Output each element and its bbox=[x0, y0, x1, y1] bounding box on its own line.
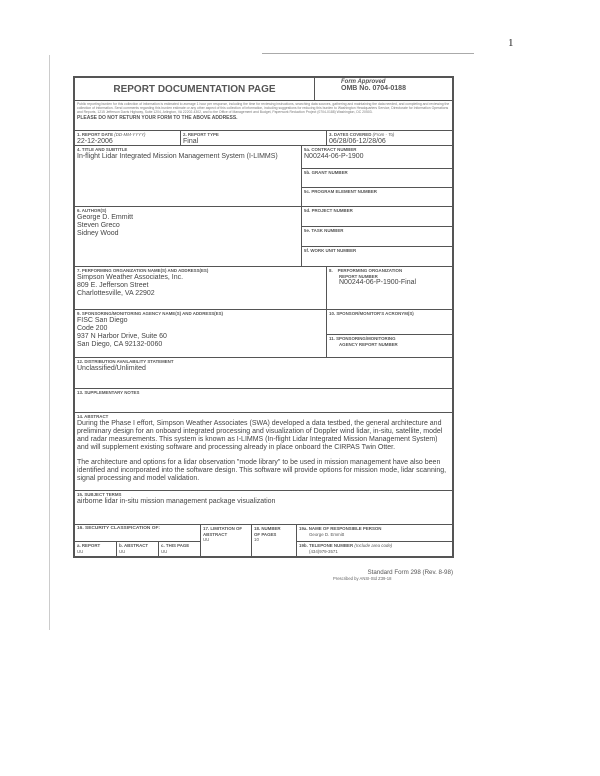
form-title-cell bbox=[73, 76, 315, 101]
f14-label: 14. ABSTRACT bbox=[77, 414, 109, 419]
f8-value: N00244-06-P-1900-Final bbox=[339, 279, 417, 286]
field-distribution bbox=[73, 357, 454, 389]
f3-label: 3. DATES COVERED bbox=[329, 132, 372, 137]
field-grant-number bbox=[301, 168, 454, 188]
f19b-value: (434)979-3571 bbox=[309, 548, 338, 554]
f3-value: 06/28/06-12/28/06 bbox=[329, 137, 386, 145]
f11-label2: AGENCY REPORT NUMBER bbox=[339, 341, 398, 347]
f5a-label: 5a. CONTRACT NUMBER bbox=[304, 147, 357, 152]
form-title: REPORT DOCUMENTATION PAGE bbox=[113, 84, 276, 95]
field-report-date bbox=[73, 130, 181, 146]
field-class-report bbox=[73, 541, 117, 558]
f8-label: PERFORMING ORGANIZATION bbox=[337, 268, 403, 273]
sf: Standard Form 298 (Rev. 8-98) bbox=[367, 569, 453, 576]
f1-value: 22-12-2006 bbox=[77, 137, 113, 145]
f19b-label: 19b. TELEPONE NUMBER bbox=[299, 543, 354, 548]
f8-label2: REPORT NUMBER bbox=[339, 273, 378, 279]
f5e-label: 5e. TASK NUMBER bbox=[304, 228, 344, 233]
f1-label: 1. REPORT DATE bbox=[77, 132, 114, 137]
f12-label: 12. DISTRIBUTION AVAILABILITY STATEMENT bbox=[77, 359, 174, 364]
f5f-label: 5f. WORK UNIT NUMBER bbox=[304, 248, 357, 253]
f5d-label: 5d. PROJECT NUMBER bbox=[304, 208, 353, 213]
standard-form-footer bbox=[300, 569, 453, 581]
f5a-value: N00244-06-P-1900 bbox=[304, 152, 364, 160]
left-margin-line bbox=[49, 55, 50, 630]
f5b-label: 5b. GRANT NUMBER bbox=[304, 170, 348, 175]
f4-value: In-flight Lidar Integrated Mission Management System (I-LIMMS) bbox=[77, 152, 278, 160]
f16b-label: b. ABSTRACT bbox=[119, 543, 149, 548]
f5c-label: 5c. PROGRAM ELEMENT NUMBER bbox=[304, 189, 377, 194]
field-supplementary-notes bbox=[73, 388, 454, 413]
do-not-return: PLEASE DO NOT RETURN YOUR FORM TO THE ABOVE ADDRESS. bbox=[77, 114, 238, 121]
f16a-value: UU bbox=[77, 548, 84, 554]
f9-value: FISC San Diego Code 200 937 N Harbor Drive, Suite 60 San Diego, CA 92132-0060 bbox=[77, 316, 167, 349]
field-sponsoring-agency bbox=[73, 309, 327, 358]
burden-statement bbox=[73, 100, 454, 131]
field-number-of-pages bbox=[251, 524, 297, 558]
field-work-unit-number bbox=[301, 246, 454, 267]
f15-label: 15. SUBJECT TERMS bbox=[77, 492, 122, 497]
f8-label-num: 8. bbox=[329, 268, 333, 273]
field-performing-report-number bbox=[326, 266, 454, 310]
f19a-value: George D. Emmitt bbox=[309, 531, 345, 537]
field-title bbox=[73, 145, 302, 207]
f4-label: 4. TITLE AND SUBTITLE bbox=[77, 147, 128, 152]
prescribed: Prescribed by ANSI-Std Z39-18 bbox=[333, 576, 392, 581]
field-class-abstract bbox=[116, 541, 159, 558]
field-sponsor-acronym bbox=[326, 309, 454, 335]
f11-label: 11. SPONSORING/MONITORING bbox=[329, 336, 396, 341]
field-sponsor-report-number bbox=[326, 334, 454, 358]
omb-cell bbox=[314, 76, 454, 101]
f12-value: Unclassified/Unlimited bbox=[77, 364, 146, 372]
f19b-hint: (Include area code) bbox=[354, 543, 393, 548]
f16c-value: UU bbox=[161, 548, 168, 554]
field-contract-number bbox=[301, 145, 454, 169]
omb-number: OMB No. 0704-0188 bbox=[341, 85, 406, 92]
field-limitation-of-abstract bbox=[200, 524, 252, 558]
header-rule bbox=[262, 53, 474, 54]
field-subject-terms bbox=[73, 490, 454, 525]
field-responsible-person bbox=[296, 524, 454, 542]
f1-hint: (DD-MM-YYYY) bbox=[114, 132, 146, 137]
f16-label: 16. SECURITY CLASSIFICATION OF: bbox=[77, 526, 160, 531]
field-security-classification bbox=[73, 524, 201, 542]
field-task-number bbox=[301, 226, 454, 247]
f19a-label: 19a. NAME OF RESPONSIBLE PERSON bbox=[299, 526, 382, 531]
field-report-type bbox=[180, 130, 327, 146]
f17-label: 17. LIMITATION OF bbox=[203, 526, 243, 531]
field-dates-covered bbox=[326, 130, 454, 146]
f7-value: Simpson Weather Associates, Inc. 809 E. Jefferson Street Charlottesville, VA 22902 bbox=[77, 273, 184, 297]
burden: Public reporting burden for this collection of information is estimated to average 1 hour per response, including the time for reviewing instructions, searching data sources, gathering and maintaining the data needed, and completing and reviewing the collection of information. Send comments regarding this burden estimate or any other aspect of this collection of information, including suggestions for reducing this burden to Washington Headquarters Service, Directorate for Information Operations and Reports, 1215 Jefferson Davis Highway, Suite 1204, Arlington, VA 22202-4302, and to the Office of Management and Budget, Paperwork Reduction Project (0704-0188) Washington, DC 20503. bbox=[77, 102, 450, 115]
f6-value: George D. Emmitt Steven Greco Sidney Wood bbox=[77, 213, 134, 237]
f7-label: 7. PERFORMING ORGANIZATION NAME(S) AND ADDRESS(ES) bbox=[77, 268, 209, 273]
f6-label: 6. AUTHOR(S) bbox=[77, 208, 107, 213]
field-authors bbox=[73, 206, 302, 267]
f13-label: 13. SUPPLEMENTARY NOTES bbox=[77, 390, 140, 395]
f16a-label: a. REPORT bbox=[77, 543, 101, 548]
field-telephone bbox=[296, 541, 454, 558]
f15-value: airborne lidar in-situ mission management package visualization bbox=[77, 497, 276, 505]
form-approved: Form Approved bbox=[341, 79, 386, 85]
f14-p2: The architecture and options for a lidar observation "mode library" to be used in mission management have also been identified and incorporated into the software design. This software will provide options for mission mode, lidar scanning, signal processing and model validation. bbox=[77, 458, 447, 482]
f9-label: 9. SPONSORING/MONITORING AGENCY NAME(S) AND ADDRESS(ES) bbox=[77, 311, 223, 316]
field-abstract bbox=[73, 412, 454, 491]
f18-label2: OF PAGES bbox=[254, 531, 277, 537]
field-project-number bbox=[301, 206, 454, 227]
f2-label: 2. REPORT TYPE bbox=[183, 132, 219, 137]
f18-value: 10 bbox=[254, 537, 259, 542]
f16b-value: UU bbox=[119, 548, 126, 554]
f14-p1: During the Phase I effort, Simpson Weather Associates (SWA) developed a data testbed, the general architecture and preliminary design for an onboard integrated processing and visualization of Doppler wind lidar, in-situ, satellite, model and radar measurements. This system is known as I-LIMMS (In-flight Lidar Integrated Mission Management System) and will supplement existing software and processing already in place onboard the CIRPAS Twin Otter. bbox=[77, 419, 443, 451]
f17-label2: ABSTRACT bbox=[203, 531, 228, 537]
field-performing-org bbox=[73, 266, 327, 310]
field-class-this-page bbox=[158, 541, 201, 558]
f2-value: Final bbox=[183, 137, 199, 145]
f10-label: 10. SPONSOR/MONITOR'S ACRONYM(S) bbox=[329, 311, 414, 316]
f17-value: UU bbox=[203, 537, 210, 542]
f18-label: 18. NUMBER bbox=[254, 526, 281, 531]
page-number: 1 bbox=[508, 37, 514, 49]
field-program-element bbox=[301, 187, 454, 207]
f16c-label: c. THIS PAGE bbox=[161, 543, 190, 548]
f3-hint: (From - To) bbox=[372, 132, 395, 137]
